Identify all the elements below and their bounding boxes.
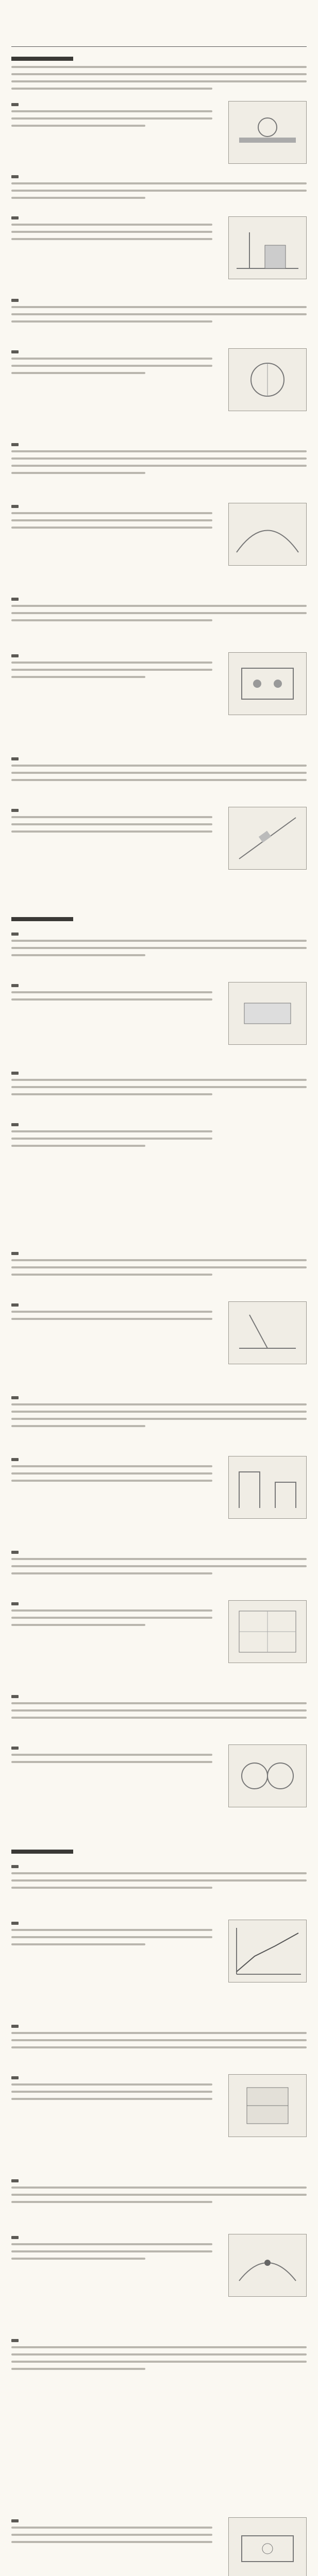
text-line [11,1259,307,1261]
text-line [11,991,212,993]
question-number [11,175,19,178]
question-number [11,299,19,302]
question-figure [228,1456,307,1519]
question-number [11,1602,19,1605]
text-line [11,2032,307,2034]
exam-year-title [0,7,318,19]
text-line [11,1093,212,1095]
text-line [11,2091,212,2093]
text-line [11,313,307,315]
text-line [11,2187,307,2189]
text-line [11,1565,307,1567]
question-number [11,216,19,219]
text-line [11,197,145,199]
exam-page-2 [0,1231,318,2499]
question-number [11,505,19,508]
text-line [11,1761,212,1763]
text-line [11,110,212,112]
question-figure [228,2517,307,2576]
text-line [11,1130,212,1132]
text-line [11,1079,307,1081]
text-line [11,88,212,90]
text-line [11,2046,307,2048]
question-number [11,2339,19,2342]
text-line [11,450,307,452]
text-line [11,2243,212,2245]
text-line [11,676,145,678]
text-line [11,1465,212,1467]
text-line [11,1558,307,1560]
question-figure [228,348,307,411]
question-number [11,1747,19,1750]
text-line [11,2368,145,2370]
title-divider [11,46,307,47]
text-line [11,2527,212,2529]
text-line [11,372,145,374]
question-number [11,1922,19,1925]
text-line [11,1311,212,1313]
question-figure [228,1744,307,1807]
text-line [11,612,307,614]
text-line [11,238,212,240]
text-line [11,2534,212,2536]
question-number [11,1458,19,1461]
question-number [11,2179,19,2182]
text-line [11,2346,307,2348]
text-line [11,1472,212,1475]
question-number [11,984,19,987]
text-line [11,2258,145,2260]
text-line [11,358,212,360]
text-line [11,2541,212,2543]
text-line [11,519,212,521]
text-line [11,365,212,367]
text-line [11,2353,307,2355]
text-line [11,2039,307,2041]
question-number [11,1865,19,1868]
exam-page-1 [0,0,318,1231]
text-line [11,182,307,184]
text-line [11,765,307,767]
text-line [11,1425,145,1427]
question-figure [228,2074,307,2137]
question-figure [228,982,307,1045]
text-line [11,662,212,664]
text-line [11,1872,307,1874]
text-line [11,816,212,818]
question-figure [228,807,307,870]
text-line [11,512,212,514]
page-footer [0,1216,318,1223]
exam-subject-title [0,23,318,42]
question-number [11,598,19,601]
text-line [11,772,307,774]
question-figure [228,652,307,715]
question-number [11,350,19,353]
question-figure [228,2234,307,2297]
question-figure [228,1301,307,1364]
text-line [11,1887,212,1889]
text-line [11,1266,307,1268]
text-line [11,831,212,833]
text-line [11,669,212,671]
question-figure [228,503,307,566]
text-line [11,224,212,226]
text-line [11,1145,145,1147]
question-number [11,1252,19,1255]
text-line [11,1709,307,1711]
text-line [11,2194,307,2196]
text-line [11,472,145,474]
question-number [11,2025,19,2028]
question-number [11,1551,19,1554]
text-line [11,1929,212,1931]
section-heading [11,917,73,921]
question-number [11,103,19,106]
text-line [11,1617,212,1619]
text-line [11,1754,212,1756]
text-line [11,2250,212,2252]
text-line [11,1274,212,1276]
text-line [11,2361,307,2363]
text-line [11,73,307,75]
text-line [11,823,212,825]
text-line [11,306,307,308]
text-line [11,231,212,233]
text-line [11,80,307,82]
text-line [11,998,212,1001]
text-line [11,954,145,956]
text-line [11,1418,307,1420]
text-line [11,320,212,323]
text-line [11,619,212,621]
text-line [11,1403,307,1405]
question-figure [228,1600,307,1663]
text-line [11,1624,145,1626]
question-number [11,443,19,446]
text-line [11,1411,307,1413]
text-line [11,117,212,120]
question-number [11,654,19,657]
page-footer [0,2483,318,2490]
text-line [11,1879,307,1882]
text-line [11,190,307,192]
text-line [11,1717,307,1719]
question-number [11,1072,19,1075]
text-line [11,125,145,127]
question-figure [228,216,307,279]
question-number [11,1303,19,1307]
text-line [11,947,307,949]
text-line [11,465,307,467]
question-number [11,2236,19,2239]
text-line [11,1318,212,1320]
section-heading [11,1850,73,1854]
text-line [11,1936,212,1938]
question-number [11,1396,19,1399]
text-line [11,1943,145,1945]
question-number [11,1123,19,1126]
question-figure [228,101,307,164]
text-line [11,779,307,781]
question-number [11,1695,19,1698]
question-number [11,757,19,760]
question-number [11,2519,19,2522]
exam-page-3 [0,2499,318,2576]
text-line [11,66,307,68]
text-line [11,1138,212,1140]
text-line [11,457,307,460]
text-line [11,1572,212,1574]
text-line [11,2201,212,2203]
section-heading [11,57,73,61]
question-number [11,2076,19,2079]
question-number [11,809,19,812]
text-line [11,1480,212,1482]
question-number [11,933,19,936]
question-figure [228,1920,307,1982]
text-line [11,2098,212,2100]
text-line [11,940,307,942]
text-line [11,2083,212,2086]
text-line [11,1086,307,1088]
text-line [11,1609,212,1612]
text-line [11,605,307,607]
text-line [11,1702,307,1704]
text-line [11,527,212,529]
